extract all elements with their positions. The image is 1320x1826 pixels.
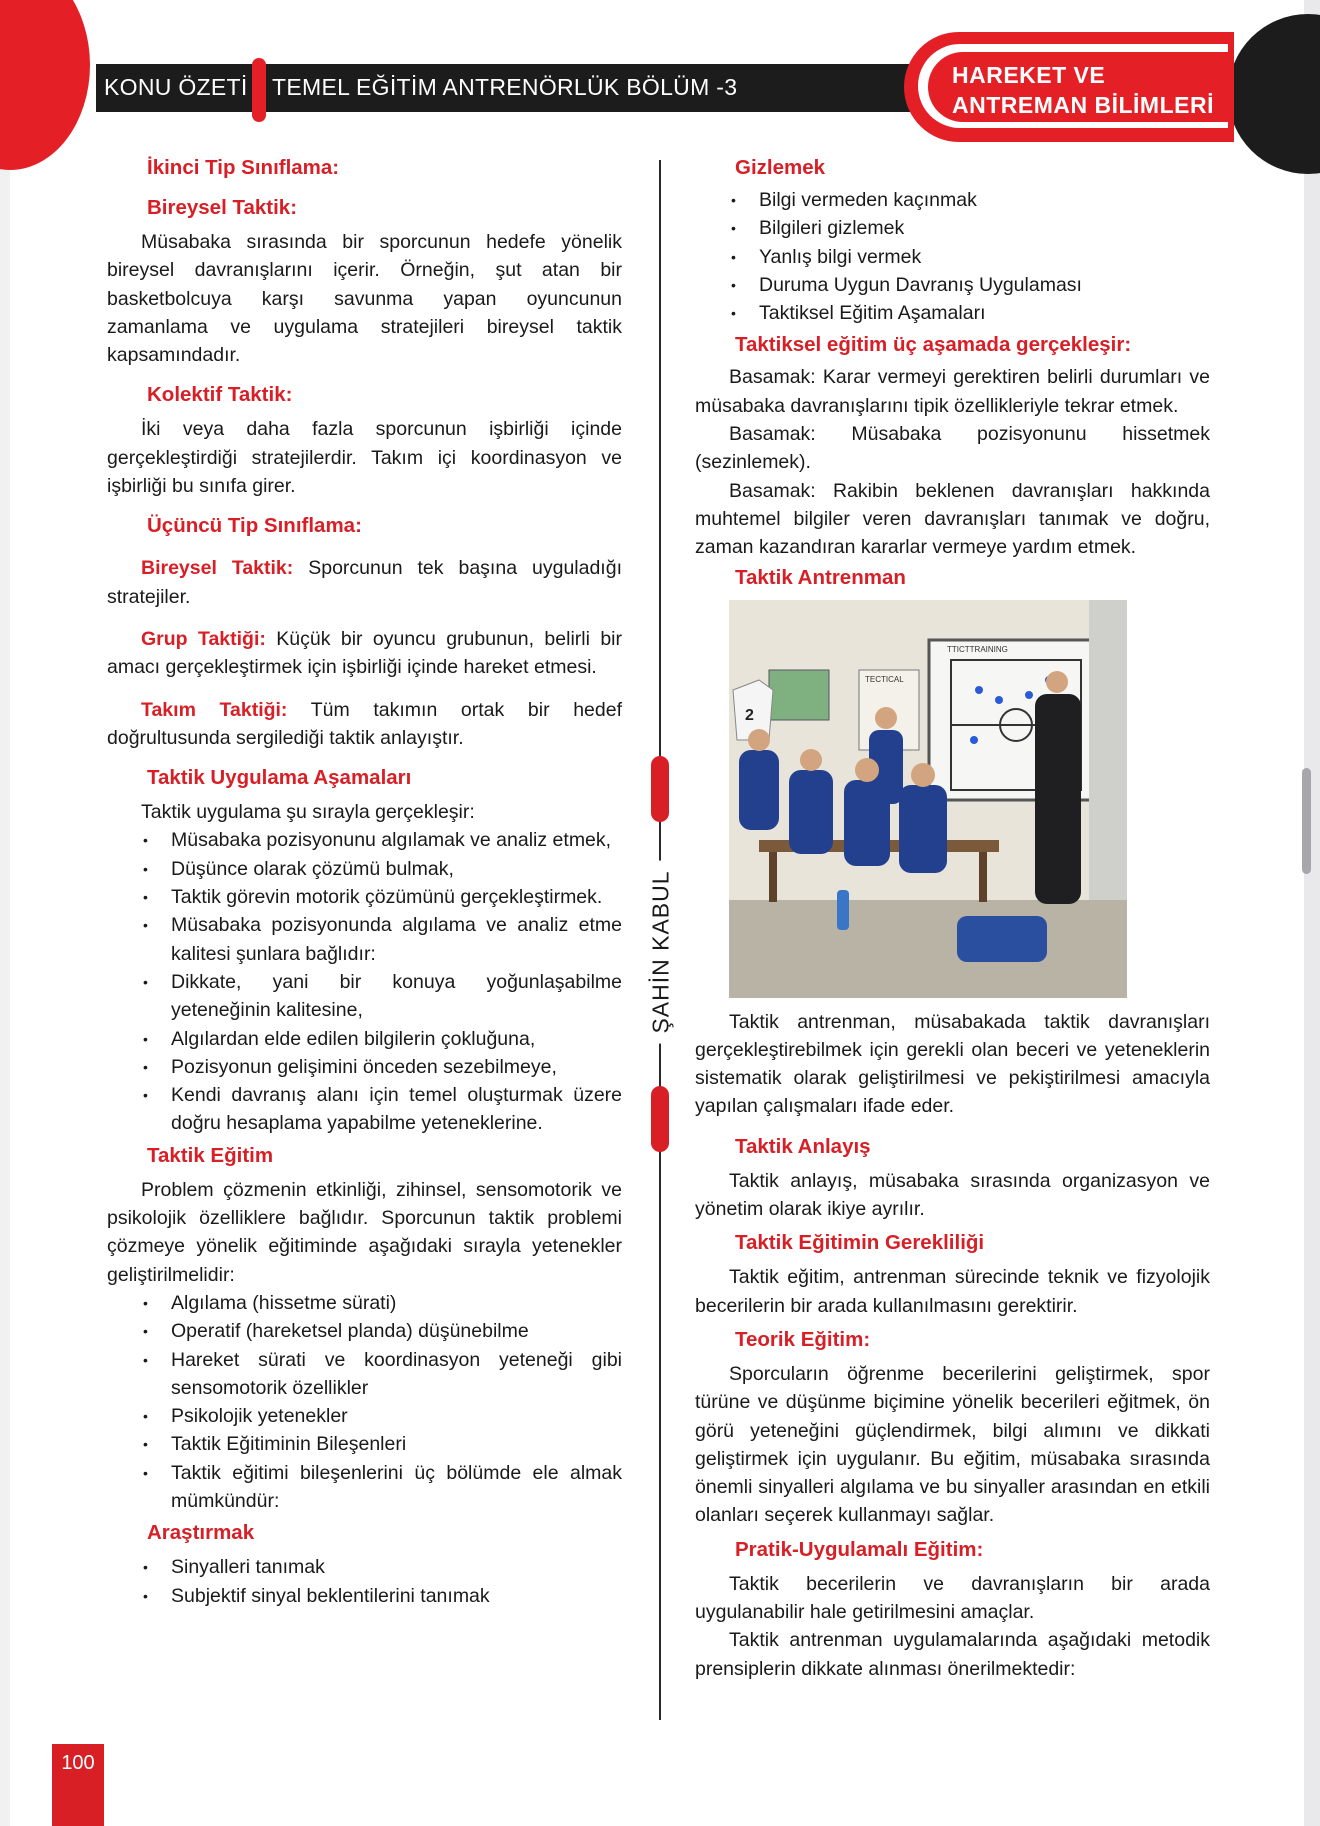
player-marker (995, 696, 1003, 704)
list-item: • Müsabaka pozisyonunda algılama ve analiz etme kalitesi şunlara bağlıdır: (107, 911, 622, 968)
list-item: • Taktik eğitimi bileşenlerini üç bölümde ele almak mümkündür: (107, 1459, 622, 1516)
player-marker (1025, 691, 1033, 699)
heading-theoretical-training: Teorik Eğitim: (735, 1327, 871, 1351)
list-item: • Algılama (hissetme sürati) (107, 1289, 622, 1317)
water-bottle (837, 890, 849, 930)
player-marker (975, 686, 983, 694)
page-number: 100 (61, 1752, 95, 1774)
heading-tactic-training-right: Taktik Antrenman (735, 565, 906, 589)
subject-badge-text (952, 60, 1214, 120)
heading-individual-tactic: Bireysel Taktik: (147, 196, 298, 219)
list-item: • Psikolojik yetenekler (107, 1402, 622, 1430)
list-research (107, 1553, 622, 1610)
heading-collective-tactic: Kolektif Taktik: (147, 383, 293, 407)
list-item: • Müsabaka pozisyonunu algılamak ve analiz etmek, (107, 826, 622, 854)
paragraph-stage-1: Basamak: Karar vermeyi gerektiren belirli durumları ve müsabaka davranışlarını tipik özellikleriyle tekrar etmek. (695, 366, 1210, 417)
label-team-tactic: Takım Taktiği: (141, 698, 288, 721)
list-item: • Duruma Uygun Davranış Uygulaması (695, 271, 1210, 299)
paragraph-individual-tactic: Müsabaka sırasında bir sporcunun hedefe yönelik bireysel davranışlarını içerir. Örneğin, şut atan bir basketbolcuya karşı savunma yapan oyuncunun zamanlama ve uygulama stratejileri bireysel taktik kapsamındadır. (107, 231, 622, 367)
whiteboard-title: TTICTTRAINING (947, 644, 1008, 654)
player-marker (970, 736, 978, 744)
bench-leg (979, 852, 987, 902)
sports-bag (957, 916, 1047, 962)
paragraph-methodical-principles: Taktik antrenman uygulamalarında aşağıdaki metodik prensiplerin dikkate alınması önerilmektedir: (695, 1629, 1210, 1680)
paragraph-application-intro: Taktik uygulama şu sırayla gerçekleşir: (141, 801, 475, 824)
list-item: • Düşünce olarak çözümü bulmak, (107, 855, 622, 883)
heading-second-classification: İkinci Tip Sınıflama: (147, 156, 340, 179)
header-left-red-arc (0, 0, 90, 170)
left-column (107, 154, 622, 1610)
paragraph-necessity: Taktik eğitim, antrenman sürecinde teknik ve fizyolojik becerilerin bir arada kullanılmasını gerektirir. (695, 1266, 1210, 1317)
list-concealing (695, 186, 1210, 327)
paragraph-individual-tactic-2 (107, 554, 622, 611)
page-left-edge (0, 0, 10, 1826)
locker-room-illustration (729, 600, 1127, 998)
locker (1089, 600, 1127, 900)
paragraph-team-tactic (107, 696, 622, 753)
header-divider (252, 58, 266, 122)
right-column (695, 154, 1210, 1683)
list-item: • Taktiksel Eğitim Aşamaları (695, 299, 1210, 327)
list-item: • Yanlış bilgi vermek (695, 243, 1210, 271)
divider-accent-bottom (651, 1086, 669, 1152)
viewer-scroll-track[interactable] (1304, 0, 1320, 1826)
header-right-black-circle (1228, 14, 1320, 174)
floor (729, 900, 1127, 998)
heading-research: Araştırmak (147, 1521, 255, 1545)
heading-third-classification: Üçüncü Tip Sınıflama: (147, 514, 362, 538)
heading-tactic-training: Taktik Eğitim (147, 1143, 274, 1167)
viewer-scrollbar-thumb[interactable] (1302, 768, 1311, 874)
small-pitch-poster (769, 670, 829, 720)
paragraph-group-tactic (107, 625, 622, 682)
subject-badge-line2: ANTREMAN BİLİMLERİ (952, 92, 1214, 118)
coach (1035, 694, 1081, 904)
paragraph-theoretical-training: Sporcuların öğrenme becerilerini geliştirmek, spor türüne ve düşünme biçimine yönelik becerileri eğitmek, ön görü yeteneğini güçlendirmek, bilgi alımını ve dikkati geliştirmek için uygulanır. Bu eğitim, müsabaka sırasında önemli sinyalleri algılama ve bu sinyaller arasından en etkili olanları seçerek kullanmayı sağlar. (695, 1362, 1210, 1527)
list-item: • Dikkate, yani bir konuya yoğunlaşabilme yeteneğinin kalitesine, (107, 968, 622, 1025)
text-team-tactic: Tüm takımın ortak bir hedef doğrultusunda sergilediği taktik anlayıştır. (107, 698, 622, 749)
heading-concealing: Gizlemek (735, 156, 826, 179)
header-section-label: KONU ÖZETİ (104, 74, 248, 100)
paragraph-stage-3: Basamak: Rakibin beklenen davranışları hakkında muhtemel bilgiler veren davranışları tanımak ve doğru, zaman kazandıran kararlar vermeye yardım etmek. (695, 479, 1210, 559)
paragraph-tactic-understanding: Taktik anlayış, müsabaka sırasında organizasyon ve yönetim olarak ikiye ayrılır. (695, 1169, 1210, 1221)
paragraph-practical-training: Taktik becerilerin ve davranışların bir arada uygulanabilir hale getirilmesini amaçlar. (695, 1572, 1210, 1624)
heading-tactic-application-stages: Taktik Uygulama Aşamaları (147, 766, 412, 790)
paragraph-stage-2: Basamak: Müsabaka pozisyonunu hissetmek (sezinlemek). (695, 423, 1210, 474)
heading-three-stages: Taktiksel eğitim üç aşamada gerçekleşir: (735, 333, 1132, 357)
list-item: • Algılardan elde edilen bilgilerin çokluğuna, (107, 1025, 622, 1053)
label-group-tactic: Grup Taktiği: (141, 627, 266, 650)
text-group-tactic: Küçük bir oyuncu grubunun, belirli bir amacı gerçekleştirmek için işbirliği içinde hareket etmesi. (107, 627, 623, 679)
list-item: • Pozisyonun gelişimini önceden sezebilmeye, (107, 1053, 622, 1081)
list-item: • Bilgi vermeden kaçınmak (695, 186, 1210, 214)
list-item: • Kendi davranış alanı için temel oluşturmak üzere doğru hesaplama yapabilme yeteneklerine. (107, 1081, 622, 1138)
text-individual-tactic: Sporcunun tek başına uyguladığı stratejiler. (107, 557, 622, 608)
jersey-number: 2 (745, 706, 754, 724)
paragraph-tactic-training: Problem çözmenin etkinliği, zihinsel, sensomotorik ve psikolojik özelliklere bağlıdır. Sporcunun taktik problemi çözmeye yönelik eğitiminde aşağıdaki sırayla yetenekler geliştirilmelidir: (107, 1178, 622, 1286)
subject-badge-line1: HAREKET VE (952, 62, 1106, 88)
list-abilities (107, 1289, 622, 1515)
author-name: ŞAHİN KABUL (648, 860, 675, 1043)
paragraph-tactic-training-definition: Taktik antrenman, müsabakada taktik davranışları gerçekleştirebilmek için gerekli olan beceri ve yeteneklerin sistematik olarak geliştirilmesi ve pekiştirilmesi amacıyla yapılan çalışmaları ifade eder. (695, 1010, 1210, 1118)
divider-accent-top (651, 756, 669, 822)
list-item: • Taktik görevin motorik çözümünü gerçekleştirmek. (107, 883, 622, 911)
heading-tactic-understanding: Taktik Anlayış (735, 1134, 871, 1158)
tactical-chart-label: TECTICAL (865, 674, 904, 684)
list-item: • Sinyalleri tanımak (107, 1553, 622, 1581)
heading-practical-training: Pratik-Uygulamalı Eğitim: (735, 1537, 984, 1561)
header-chapter-title: TEMEL EĞİTİM ANTRENÖRLÜK BÖLÜM -3 (272, 74, 738, 100)
list-item: • Hareket sürati ve koordinasyon yeteneği gibi sensomotorik özellikler (107, 1346, 622, 1403)
label-individual-tactic: Bireysel Taktik: (141, 557, 294, 580)
list-application-stages (107, 826, 622, 1137)
paragraph-collective-tactic: İki veya daha fazla sporcunun işbirliği içinde gerçekleştirdiği stratejilerdir. Takım içi koordinasyon ve işbirliği bu sınıfa girer. (107, 418, 622, 498)
list-item: • Taktik Eğitiminin Bileşenleri (107, 1430, 622, 1458)
list-item: • Operatif (hareketsel planda) düşünebilme (107, 1317, 622, 1345)
heading-necessity: Taktik Eğitimin Gerekliliği (735, 1231, 985, 1255)
tactical-training-photo (729, 600, 1127, 998)
list-item: • Bilgileri gizlemek (695, 214, 1210, 242)
list-item: • Subjektif sinyal beklentilerini tanımak (107, 1582, 622, 1610)
bench-leg (769, 852, 777, 902)
